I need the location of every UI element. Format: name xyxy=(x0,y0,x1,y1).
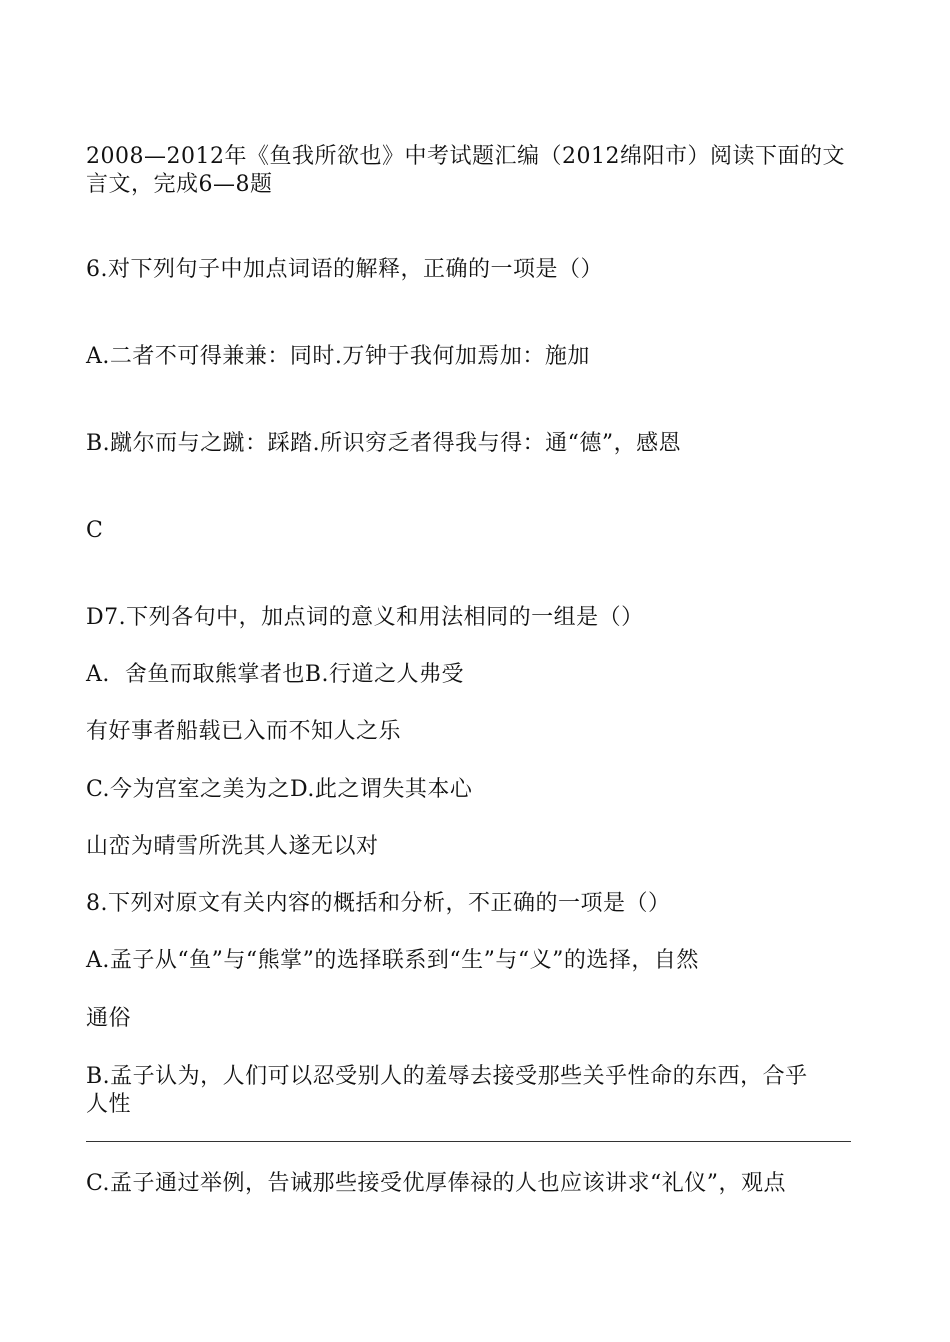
heading-line-1: 2008—2012年《鱼我所欲也》中考试题汇编（2012绵阳市）阅读下面的文 xyxy=(86,144,845,169)
question-7-row-4: 山峦为晴雪所洗其人遂无以对 xyxy=(86,834,379,859)
question-6-option-c: C xyxy=(86,518,104,543)
question-7-stem: D7.下列各句中，加点词的意义和用法相同的一组是（） xyxy=(86,605,644,630)
question-7-row-3: C.今为宫室之美为之D.此之谓失其本心 xyxy=(86,777,473,802)
question-7-row-2: 有好事者船载已入而不知人之乐 xyxy=(86,719,402,744)
question-8-option-a-line-2: 通俗 xyxy=(86,1006,132,1031)
question-6-option-a: A.二者不可得兼兼：同时.万钟于我何加焉加：施加 xyxy=(86,344,590,369)
question-8-option-c-line-1: C.孟子通过举例，告诫那些接受优厚俸禄的人也应该讲求“礼仪”，观点 xyxy=(86,1171,787,1196)
question-7-row-1: A. 舍鱼而取熊掌者也B.行道之人弗受 xyxy=(86,662,465,687)
heading-line-2: 言文，完成6—8题 xyxy=(86,172,273,197)
question-8-option-b-line-1: B.孟子认为，人们可以忍受别人的羞辱去接受那些关乎性命的东西，合乎 xyxy=(86,1064,808,1089)
question-6-stem: 6.对下列句子中加点词语的解释，正确的一项是（） xyxy=(86,257,603,282)
question-6-option-b: B.蹴尔而与之蹴：踩踏.所识穷乏者得我与得：通“德”，感恩 xyxy=(86,431,682,456)
question-8-stem: 8.下列对原文有关内容的概括和分析，不正确的一项是（） xyxy=(86,891,671,916)
question-8-option-b-line-2: 人性 xyxy=(86,1092,132,1117)
question-8-option-a-line-1: A.孟子从“鱼”与“熊掌”的选择联系到“生”与“义”的选择，自然 xyxy=(86,948,699,973)
section-divider xyxy=(86,1141,851,1142)
